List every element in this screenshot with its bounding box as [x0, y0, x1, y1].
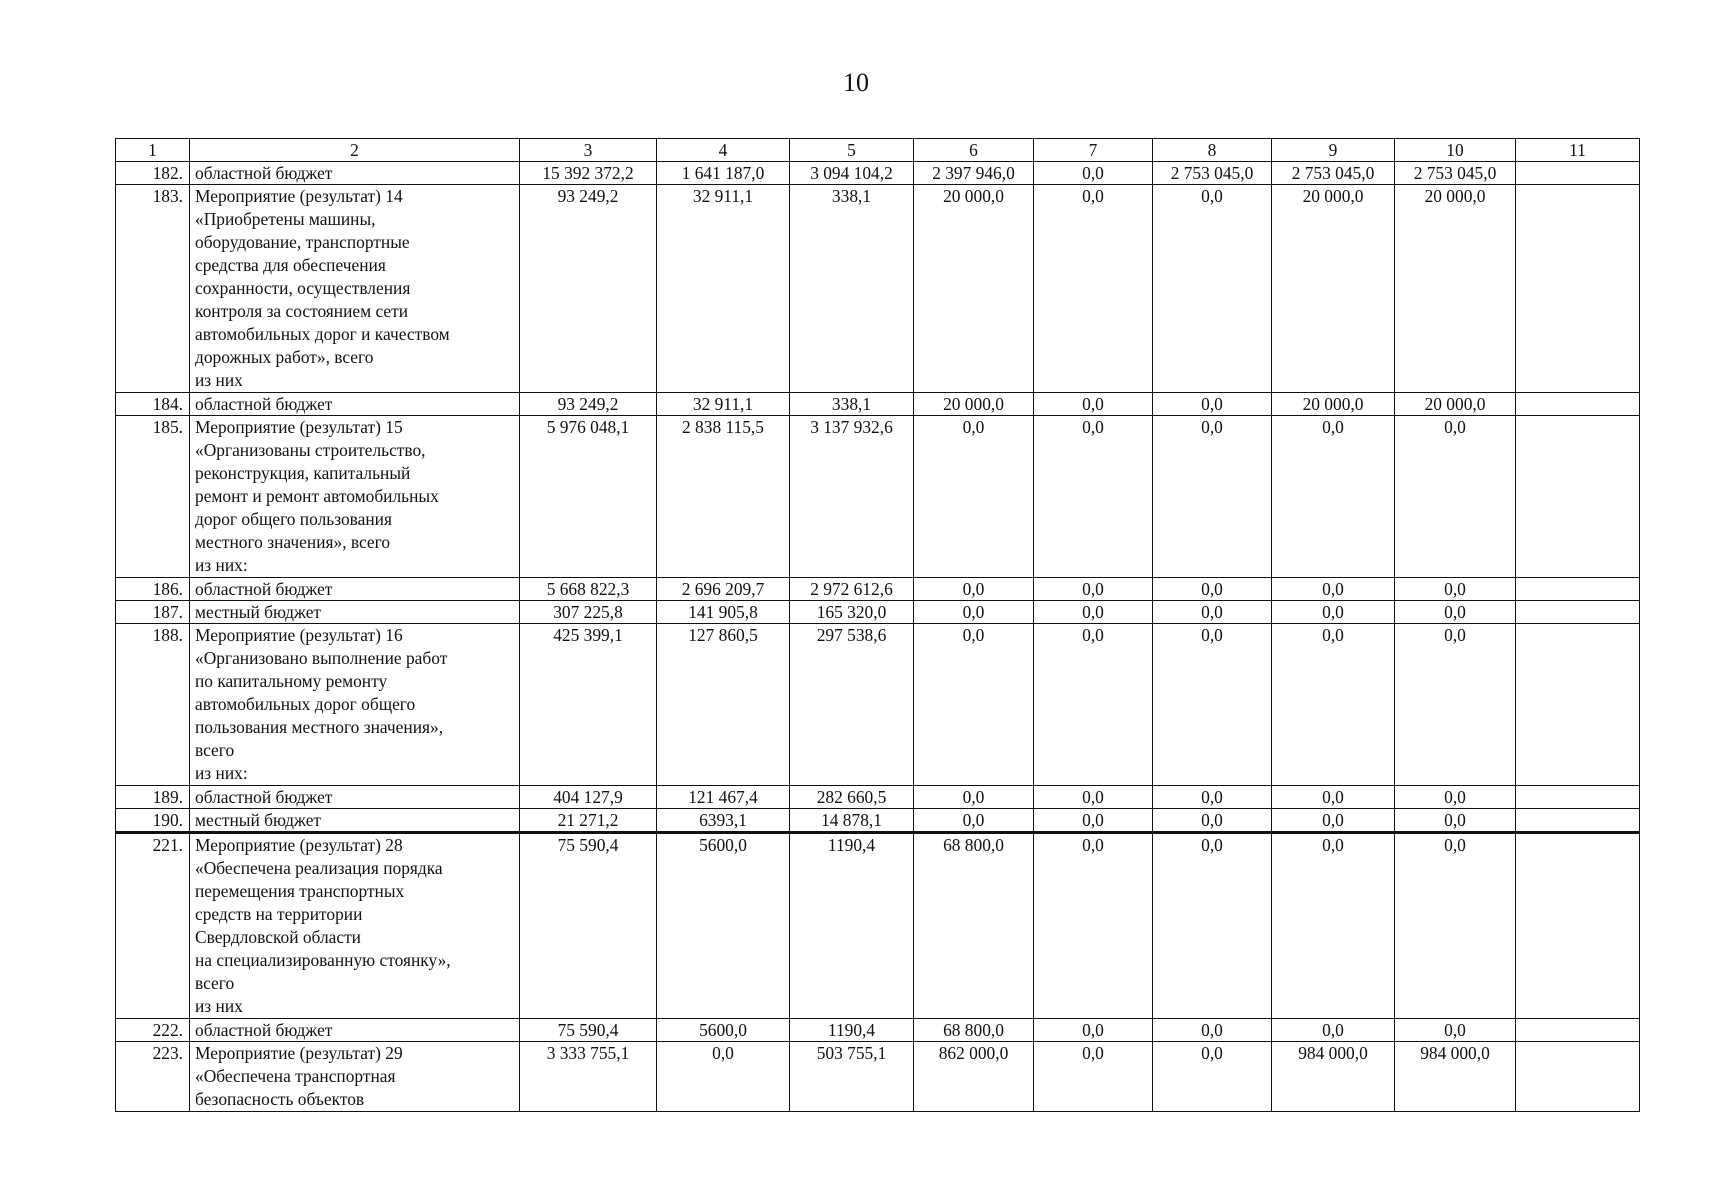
amount-cell-col5: 338,1 [790, 185, 914, 393]
amount-cell-col4: 32 911,1 [657, 393, 790, 416]
table-row [116, 624, 1640, 786]
row-number: 190. [116, 809, 190, 833]
row-number: 183. [116, 185, 190, 393]
amount-cell-col6: 0,0 [914, 624, 1034, 786]
amount-cell-col8: 0,0 [1153, 809, 1272, 833]
amount-cell-col7: 0,0 [1034, 1042, 1153, 1112]
amount-cell-col10: 0,0 [1395, 578, 1516, 601]
description-line: местный бюджет [195, 602, 322, 622]
amount-cell-col8: 0,0 [1153, 393, 1272, 416]
amount-cell-col9: 0,0 [1272, 624, 1395, 786]
row-description [190, 786, 520, 809]
amount-cell-col9: 0,0 [1272, 1019, 1395, 1042]
row-description [190, 162, 520, 185]
row-description [190, 624, 520, 786]
row-description [190, 833, 520, 1019]
amount-cell-col10: 0,0 [1395, 786, 1516, 809]
amount-cell-col3: 75 590,4 [520, 833, 657, 1019]
description-line: «Организовано выполнение работ [195, 648, 448, 668]
description-line: автомобильных дорог общего [195, 694, 416, 714]
description-line: пользования местного значения», [195, 717, 444, 737]
amount-cell-col10: 984 000,0 [1395, 1042, 1516, 1112]
amount-cell-col11 [1516, 578, 1640, 601]
amount-cell-col11 [1516, 809, 1640, 833]
column-header: 11 [1516, 139, 1640, 162]
table-row [116, 833, 1640, 1019]
column-header: 5 [790, 139, 914, 162]
amount-cell-col10: 0,0 [1395, 624, 1516, 786]
description-line: Свердловской области [195, 927, 361, 947]
description-line: областной бюджет [195, 579, 333, 599]
table-row [116, 416, 1640, 578]
amount-cell-col11 [1516, 601, 1640, 624]
amount-cell-col5: 2 972 612,6 [790, 578, 914, 601]
amount-cell-col10: 2 753 045,0 [1395, 162, 1516, 185]
amount-cell-col10: 0,0 [1395, 809, 1516, 833]
column-header: 4 [657, 139, 790, 162]
description-line: «Организованы строительство, [195, 440, 426, 460]
description-line: всего [195, 740, 235, 760]
column-header: 1 [116, 139, 190, 162]
amount-cell-col8: 0,0 [1153, 1019, 1272, 1042]
table-row [116, 162, 1640, 185]
amount-cell-col3: 3 333 755,1 [520, 1042, 657, 1112]
amount-cell-col6: 0,0 [914, 809, 1034, 833]
table-body [116, 162, 1640, 1112]
description-line: средства для обеспечения [195, 255, 386, 275]
amount-cell-col3: 5 668 822,3 [520, 578, 657, 601]
description-line: «Обеспечена реализация порядка [195, 858, 443, 878]
amount-cell-col8: 0,0 [1153, 601, 1272, 624]
amount-cell-col7: 0,0 [1034, 601, 1153, 624]
amount-cell-col11 [1516, 1019, 1640, 1042]
description-line: из них [195, 370, 243, 390]
amount-cell-col6: 862 000,0 [914, 1042, 1034, 1112]
budget-table-container [115, 138, 1640, 1112]
table-row [116, 393, 1640, 416]
amount-cell-col6: 68 800,0 [914, 833, 1034, 1019]
amount-cell-col5: 3 137 932,6 [790, 416, 914, 578]
amount-cell-col4: 141 905,8 [657, 601, 790, 624]
description-line: областной бюджет [195, 163, 333, 183]
description-line: Мероприятие (результат) 16 [195, 625, 403, 645]
amount-cell-col8: 2 753 045,0 [1153, 162, 1272, 185]
row-number: 186. [116, 578, 190, 601]
column-header: 2 [190, 139, 520, 162]
row-description [190, 1019, 520, 1042]
amount-cell-col6: 0,0 [914, 416, 1034, 578]
table-row [116, 185, 1640, 393]
description-line: из них [195, 996, 243, 1016]
amount-cell-col3: 93 249,2 [520, 185, 657, 393]
description-line: автомобильных дорог и качеством [195, 324, 450, 344]
table-row [116, 809, 1640, 833]
description-line: областной бюджет [195, 787, 333, 807]
table-row [116, 1042, 1640, 1112]
amount-cell-col7: 0,0 [1034, 162, 1153, 185]
amount-cell-col9: 984 000,0 [1272, 1042, 1395, 1112]
amount-cell-col8: 0,0 [1153, 624, 1272, 786]
amount-cell-col4: 121 467,4 [657, 786, 790, 809]
description-line: сохранности, осуществления [195, 278, 411, 298]
row-description [190, 1042, 520, 1112]
amount-cell-col7: 0,0 [1034, 578, 1153, 601]
amount-cell-col8: 0,0 [1153, 786, 1272, 809]
amount-cell-col7: 0,0 [1034, 185, 1153, 393]
amount-cell-col10: 0,0 [1395, 1019, 1516, 1042]
row-description [190, 578, 520, 601]
row-number: 189. [116, 786, 190, 809]
amount-cell-col9: 0,0 [1272, 578, 1395, 601]
row-number: 182. [116, 162, 190, 185]
table-row [116, 1019, 1640, 1042]
row-description [190, 416, 520, 578]
column-header: 3 [520, 139, 657, 162]
amount-cell-col5: 14 878,1 [790, 809, 914, 833]
table-row [116, 601, 1640, 624]
amount-cell-col5: 1190,4 [790, 1019, 914, 1042]
amount-cell-col11 [1516, 786, 1640, 809]
amount-cell-col10: 20 000,0 [1395, 185, 1516, 393]
amount-cell-col6: 20 000,0 [914, 185, 1034, 393]
amount-cell-col5: 1190,4 [790, 833, 914, 1019]
table-row [116, 578, 1640, 601]
amount-cell-col11 [1516, 833, 1640, 1019]
amount-cell-col6: 0,0 [914, 601, 1034, 624]
amount-cell-col5: 338,1 [790, 393, 914, 416]
amount-cell-col4: 32 911,1 [657, 185, 790, 393]
amount-cell-col9: 0,0 [1272, 601, 1395, 624]
description-line: всего [195, 973, 235, 993]
row-number: 184. [116, 393, 190, 416]
amount-cell-col9: 0,0 [1272, 833, 1395, 1019]
amount-cell-col11 [1516, 1042, 1640, 1112]
amount-cell-col5: 165 320,0 [790, 601, 914, 624]
amount-cell-col9: 0,0 [1272, 786, 1395, 809]
column-number-row [116, 139, 1640, 162]
amount-cell-col3: 21 271,2 [520, 809, 657, 833]
amount-cell-col11 [1516, 185, 1640, 393]
amount-cell-col5: 297 538,6 [790, 624, 914, 786]
description-line: областной бюджет [195, 1020, 333, 1040]
description-line: областной бюджет [195, 394, 333, 414]
amount-cell-col9: 0,0 [1272, 809, 1395, 833]
amount-cell-col5: 282 660,5 [790, 786, 914, 809]
description-line: «Приобретены машины, [195, 209, 376, 229]
amount-cell-col6: 68 800,0 [914, 1019, 1034, 1042]
amount-cell-col4: 2 696 209,7 [657, 578, 790, 601]
amount-cell-col11 [1516, 162, 1640, 185]
amount-cell-col5: 3 094 104,2 [790, 162, 914, 185]
amount-cell-col4: 1 641 187,0 [657, 162, 790, 185]
amount-cell-col7: 0,0 [1034, 416, 1153, 578]
amount-cell-col7: 0,0 [1034, 624, 1153, 786]
amount-cell-col7: 0,0 [1034, 833, 1153, 1019]
amount-cell-col10: 0,0 [1395, 416, 1516, 578]
description-line: контроля за состоянием сети [195, 301, 409, 321]
row-number: 188. [116, 624, 190, 786]
amount-cell-col10: 0,0 [1395, 601, 1516, 624]
amount-cell-col8: 0,0 [1153, 833, 1272, 1019]
description-line: местный бюджет [195, 810, 322, 830]
description-line: дорожных работ», всего [195, 347, 374, 367]
row-number: 222. [116, 1019, 190, 1042]
description-line: реконструкция, капитальный [195, 463, 411, 483]
description-line: местного значения», всего [195, 532, 391, 552]
amount-cell-col9: 20 000,0 [1272, 393, 1395, 416]
amount-cell-col3: 404 127,9 [520, 786, 657, 809]
amount-cell-col4: 5600,0 [657, 833, 790, 1019]
description-line: из них: [195, 555, 248, 575]
amount-cell-col3: 425 399,1 [520, 624, 657, 786]
description-line: «Обеспечена транспортная [195, 1066, 396, 1086]
amount-cell-col8: 0,0 [1153, 578, 1272, 601]
amount-cell-col11 [1516, 393, 1640, 416]
amount-cell-col6: 0,0 [914, 578, 1034, 601]
amount-cell-col11 [1516, 624, 1640, 786]
amount-cell-col8: 0,0 [1153, 1042, 1272, 1112]
amount-cell-col7: 0,0 [1034, 786, 1153, 809]
amount-cell-col6: 0,0 [914, 786, 1034, 809]
description-line: по капитальному ремонту [195, 671, 388, 691]
row-number: 185. [116, 416, 190, 578]
row-number: 223. [116, 1042, 190, 1112]
description-line: дорог общего пользования [195, 509, 392, 529]
amount-cell-col8: 0,0 [1153, 416, 1272, 578]
column-header: 7 [1034, 139, 1153, 162]
column-header: 9 [1272, 139, 1395, 162]
amount-cell-col10: 20 000,0 [1395, 393, 1516, 416]
amount-cell-col3: 307 225,8 [520, 601, 657, 624]
description-line: перемещения транспортных [195, 881, 405, 901]
row-description [190, 809, 520, 833]
description-line: из них: [195, 763, 248, 783]
row-description [190, 393, 520, 416]
row-number: 187. [116, 601, 190, 624]
description-line: Мероприятие (результат) 14 [195, 186, 403, 206]
amount-cell-col7: 0,0 [1034, 809, 1153, 833]
amount-cell-col3: 5 976 048,1 [520, 416, 657, 578]
amount-cell-col3: 15 392 372,2 [520, 162, 657, 185]
description-line: на специализированную стоянку», [195, 950, 451, 970]
column-header: 10 [1395, 139, 1516, 162]
column-header: 8 [1153, 139, 1272, 162]
amount-cell-col5: 503 755,1 [790, 1042, 914, 1112]
table-row [116, 786, 1640, 809]
page-number: 10 [843, 68, 869, 97]
amount-cell-col3: 93 249,2 [520, 393, 657, 416]
column-header: 6 [914, 139, 1034, 162]
row-description [190, 601, 520, 624]
amount-cell-col4: 6393,1 [657, 809, 790, 833]
description-line: безопасность объектов [195, 1089, 365, 1109]
description-line: Мероприятие (результат) 15 [195, 417, 403, 437]
amount-cell-col9: 20 000,0 [1272, 185, 1395, 393]
row-number: 221. [116, 833, 190, 1019]
amount-cell-col3: 75 590,4 [520, 1019, 657, 1042]
row-description [190, 185, 520, 393]
amount-cell-col4: 5600,0 [657, 1019, 790, 1042]
description-line: Мероприятие (результат) 29 [195, 1043, 403, 1063]
amount-cell-col11 [1516, 416, 1640, 578]
amount-cell-col7: 0,0 [1034, 393, 1153, 416]
amount-cell-col7: 0,0 [1034, 1019, 1153, 1042]
amount-cell-col6: 20 000,0 [914, 393, 1034, 416]
description-line: Мероприятие (результат) 28 [195, 835, 403, 855]
amount-cell-col9: 2 753 045,0 [1272, 162, 1395, 185]
amount-cell-col10: 0,0 [1395, 833, 1516, 1019]
description-line: ремонт и ремонт автомобильных [195, 486, 439, 506]
amount-cell-col4: 127 860,5 [657, 624, 790, 786]
description-line: средств на территории [195, 904, 363, 924]
description-line: оборудование, транспортные [195, 232, 410, 252]
amount-cell-col4: 2 838 115,5 [657, 416, 790, 578]
amount-cell-col9: 0,0 [1272, 416, 1395, 578]
budget-table [115, 138, 1640, 1112]
amount-cell-col4: 0,0 [657, 1042, 790, 1112]
amount-cell-col8: 0,0 [1153, 185, 1272, 393]
amount-cell-col6: 2 397 946,0 [914, 162, 1034, 185]
